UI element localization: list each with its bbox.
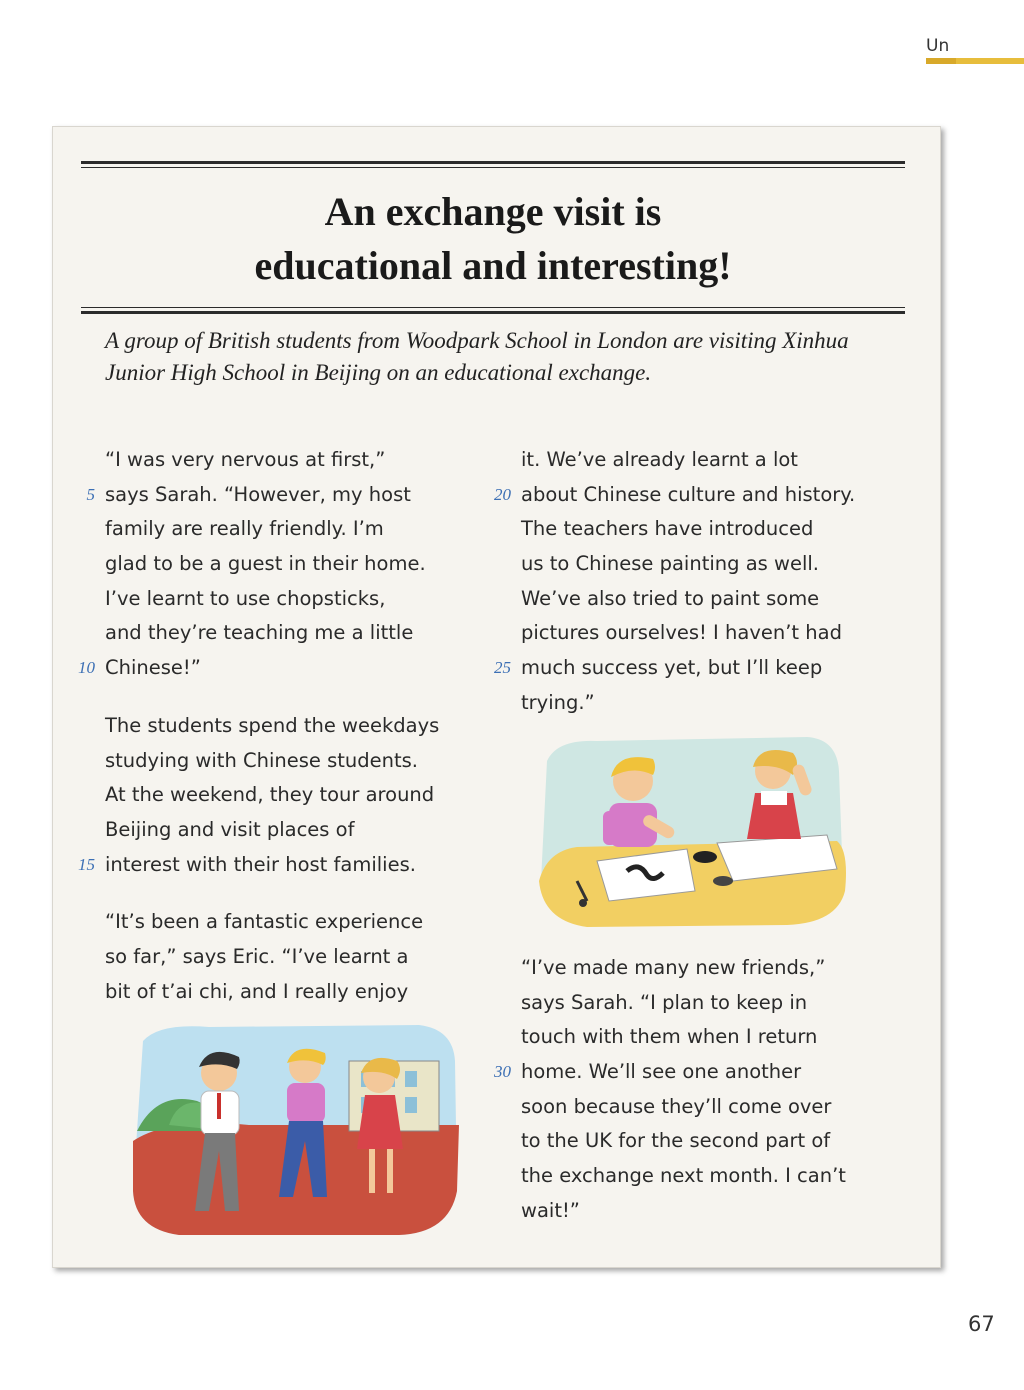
line-number: 30	[494, 1062, 511, 1082]
line-text: us to Chinese painting as well.	[521, 552, 819, 576]
line-text: the exchange next month. I can’t	[521, 1164, 846, 1188]
line-text: home. We’ll see one another	[521, 1060, 802, 1084]
line-text: much success yet, but I’ll keep	[521, 656, 823, 680]
text-line	[105, 547, 485, 582]
article-title-line-2: educational and interesting!	[254, 243, 732, 288]
line-text: “I’ve made many new friends,”	[521, 956, 826, 979]
line-text: soon because they’ll come over	[521, 1094, 832, 1118]
text-line	[78, 848, 485, 883]
line-number: 25	[494, 658, 511, 678]
left-column	[78, 443, 485, 1009]
text-line	[521, 986, 911, 1021]
line-number: 10	[78, 658, 95, 678]
line-text: and they’re teaching me a little	[105, 621, 414, 645]
article-title-line-1: An exchange visit is	[324, 189, 662, 234]
line-text: We’ve also tried to paint some	[521, 586, 820, 610]
text-line	[105, 744, 485, 779]
text-line	[521, 686, 911, 721]
line-text: touch with them when I return	[521, 1025, 818, 1049]
line-text: says Sarah. “I plan to keep in	[521, 990, 808, 1014]
line-number: 15	[78, 854, 95, 874]
line-number: 5	[86, 484, 95, 504]
text-line	[521, 547, 911, 582]
text-line	[105, 975, 485, 1010]
text-line	[521, 1124, 911, 1159]
line-text: studying with Chinese students.	[105, 748, 419, 772]
line-text: I’ve learnt to use chopsticks,	[105, 586, 386, 610]
line-text: to the UK for the second part of	[521, 1129, 831, 1153]
text-line	[78, 651, 485, 686]
text-line	[105, 709, 485, 744]
line-number: 20	[494, 484, 511, 504]
line-text: The students spend the weekdays	[105, 713, 440, 737]
text-line	[105, 905, 485, 940]
line-text: about Chinese culture and history.	[521, 482, 856, 506]
text-line	[494, 478, 911, 513]
right-column-top	[494, 443, 911, 721]
text-line	[521, 1159, 911, 1194]
text-line	[521, 443, 911, 478]
right-column-bottom	[494, 951, 911, 1229]
line-text: says Sarah. “However, my host	[105, 482, 411, 506]
text-line	[494, 651, 911, 686]
unit-label: Un	[926, 36, 950, 56]
article-title	[81, 185, 905, 293]
text-line	[521, 616, 911, 651]
page-number: 67	[968, 1312, 995, 1336]
line-text: Beijing and visit places of	[105, 817, 355, 841]
text-line	[521, 512, 911, 547]
paragraph-gap	[105, 882, 485, 905]
text-line	[494, 1055, 911, 1090]
article-card	[52, 126, 941, 1268]
line-text: glad to be a guest in their home.	[105, 552, 426, 576]
line-text: “I was very nervous at first,”	[105, 448, 386, 471]
text-line	[105, 582, 485, 617]
text-line	[521, 1020, 911, 1055]
title-rule-bottom-thin	[81, 307, 905, 308]
text-line	[105, 940, 485, 975]
line-text: pictures ourselves! I haven’t had	[521, 621, 842, 645]
text-line	[86, 478, 485, 513]
line-text: so far,” says Eric. “I’ve learnt a	[105, 944, 409, 968]
taichi-illustration-icon	[129, 1021, 459, 1237]
text-line	[105, 443, 485, 478]
line-text: interest with their host families.	[105, 852, 416, 876]
line-text: Chinese!”	[105, 656, 201, 680]
text-line	[521, 1194, 911, 1229]
text-line	[521, 951, 911, 986]
line-text: At the weekend, they tour around	[105, 783, 435, 807]
line-text: bit of t’ai chi, and I really enjoy	[105, 979, 409, 1003]
text-line	[521, 1090, 911, 1125]
line-text: wait!”	[521, 1198, 580, 1222]
text-line	[105, 813, 485, 848]
line-text: family are really friendly. I’m	[105, 517, 384, 541]
article-intro: A group of British students from Woodpark School in London are visiting Xinhua Junior High School in Beijing on an educational exchange.	[105, 328, 849, 385]
title-rule-top-thin	[81, 167, 905, 168]
line-text: “It’s been a fantastic experience	[105, 910, 424, 934]
paragraph-gap	[105, 686, 485, 709]
text-line	[105, 616, 485, 651]
text-line	[105, 512, 485, 547]
unit-accent-bar-tab	[926, 58, 956, 64]
line-text: trying.”	[521, 690, 595, 714]
text-line	[521, 582, 911, 617]
text-line	[105, 778, 485, 813]
title-rule-bottom	[81, 311, 905, 314]
line-text: The teachers have introduced	[521, 517, 814, 541]
title-rule-top	[81, 161, 905, 164]
line-text: it. We’ve already learnt a lot	[521, 448, 798, 471]
painting-illustration-icon	[537, 731, 849, 927]
